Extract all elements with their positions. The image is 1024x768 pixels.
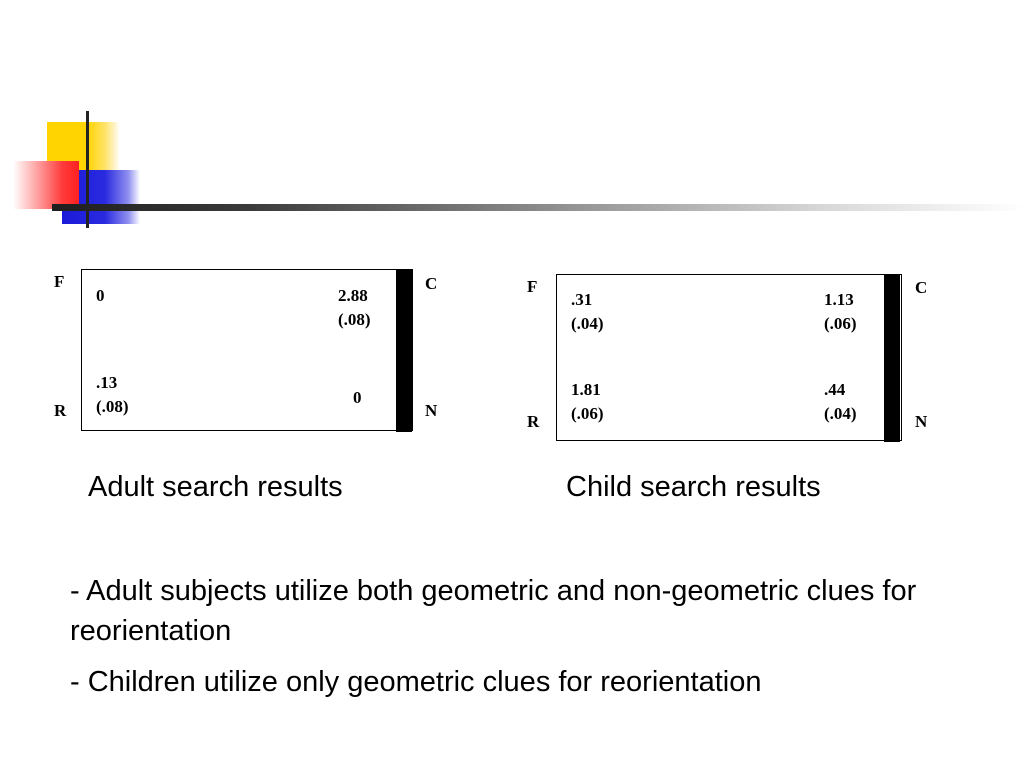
value-n: .44 (.04) bbox=[824, 380, 857, 423]
child-caption: Child search results bbox=[566, 471, 821, 503]
title-decoration bbox=[0, 0, 1024, 240]
corner-label-r: R bbox=[54, 401, 67, 420]
value-r: .13 (.08) bbox=[96, 373, 129, 416]
corner-label-n: N bbox=[425, 401, 438, 420]
corner-label-f: F bbox=[527, 277, 538, 296]
distinct-wall bbox=[396, 269, 412, 432]
corner-label-n: N bbox=[915, 412, 928, 431]
adult-caption: Adult search results bbox=[88, 471, 343, 503]
value-c: 2.88 (.08) bbox=[338, 286, 371, 329]
bullet-item-adult: - Adult subjects utilize both geometric and non-geometric clues for reorientation bbox=[70, 575, 917, 647]
corner-label-c: C bbox=[915, 278, 928, 297]
value-n: 0 bbox=[353, 388, 362, 407]
value-r: 1.81 (.06) bbox=[571, 380, 604, 423]
corner-label-c: C bbox=[425, 274, 438, 293]
adult-room-diagram bbox=[40, 260, 460, 440]
red-square-ornament bbox=[13, 161, 79, 209]
corner-label-r: R bbox=[527, 412, 540, 431]
value-f: 0 bbox=[96, 286, 105, 305]
child-room-diagram bbox=[510, 265, 940, 445]
value-f: .31 (.04) bbox=[571, 290, 604, 333]
bullet-item-children: - Children utilize only geometric clues for reorientation bbox=[70, 666, 762, 698]
corner-label-f: F bbox=[54, 272, 65, 291]
value-c: 1.13 (.06) bbox=[824, 290, 857, 333]
distinct-wall bbox=[884, 274, 900, 442]
bullet-list bbox=[70, 571, 970, 713]
horizontal-rule bbox=[52, 204, 1024, 211]
